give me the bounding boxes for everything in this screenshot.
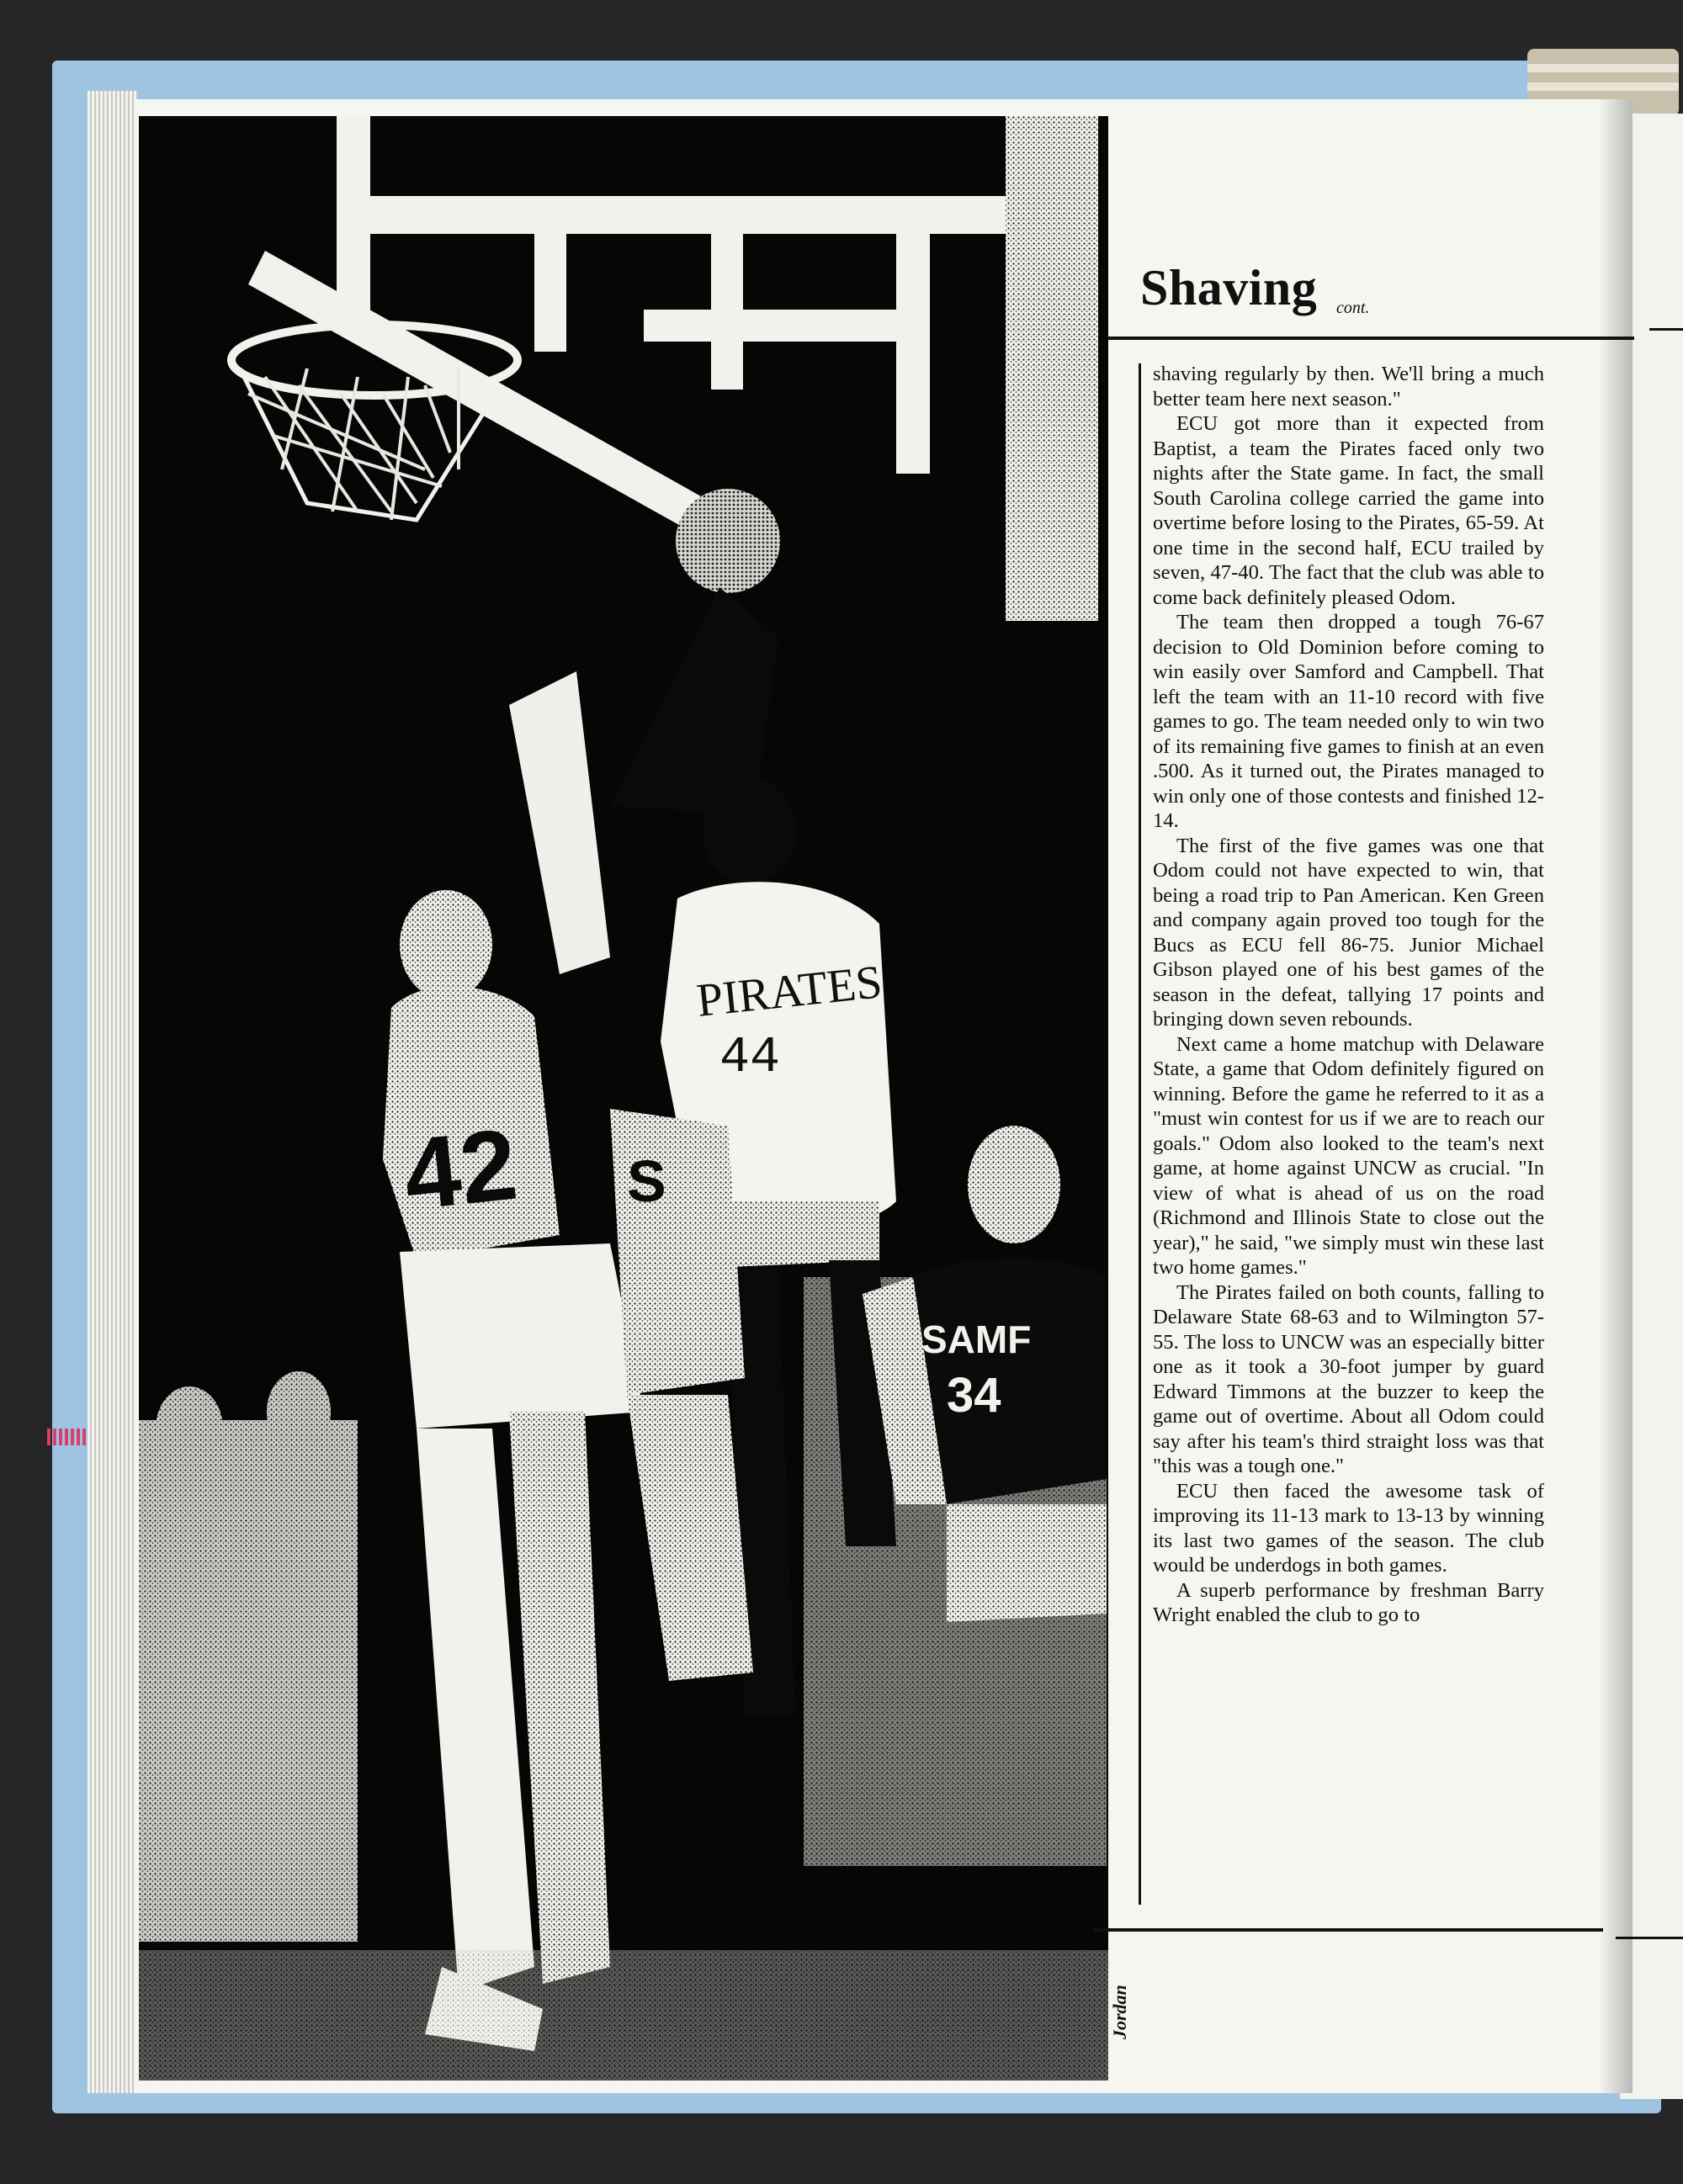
headband-stripe (1527, 82, 1679, 91)
page-edges (88, 91, 138, 2093)
jersey-text-samford: SAMF (921, 1317, 1032, 1361)
jersey-text-s: S (627, 1148, 666, 1214)
jersey-number-34: 34 (947, 1368, 1001, 1423)
headband-stripe (1527, 64, 1679, 72)
article-body (1153, 362, 1544, 1628)
article-paragraph: A superb performance by freshman Barry Wright enabled the club to go to (1153, 1578, 1544, 1626)
gutter-shadow (1599, 99, 1633, 2093)
article-paragraph: ECU then faced the awesome task of improving its 11-13 mark to 13-13 by winning its last two games of the season. The club would be underdogs in both games. (1153, 1479, 1544, 1577)
photo-illustration (139, 116, 1108, 2081)
jersey-text-pirates: PIRATES (693, 956, 885, 1027)
article-paragraph: The Pirates failed on both counts, falling to Delaware State 68-63 and to Wilmington 57-55. The loss to UNCW was an especially bitter one as it took a 30-foot jumper by guard Edward Timmons at the buzzer to keep the game out of overtime. About all Odom could say after his team's third straight loss was that "this was a tough one." (1153, 1280, 1544, 1477)
photo-credit: Jordan (1109, 1985, 1130, 2039)
court-floor (139, 1950, 1108, 2081)
red-edge-mark (47, 1429, 88, 1445)
basketball-photo (139, 116, 1108, 2081)
article-paragraph: shaving regularly by then. We'll bring a much better team here next season." (1153, 363, 1544, 411)
top-rule (1108, 337, 1634, 340)
bottom-rule (1094, 1928, 1603, 1932)
article-heading: Shaving (1140, 260, 1318, 315)
jersey-number-42: 42 (398, 1107, 523, 1232)
article-paragraph: Next came a home matchup with Delaware State, a game that Odom definitely figured on winning. Before the game he referred to it as a "must win contest for us if we are to reach our goals." Odom also looked to the team's next game, at home against UNCW as crucial. "In view of what is ahead of us on the road (Richmond and Illinois State to close out the year)," he said, "we simply must win these last two home games." (1153, 1032, 1544, 1279)
article-paragraph: The team then dropped a tough 76-67 decision to Old Dominion before coming to win easily over Samford and Campbell. That left the team with an 11-10 record with five games to go. The team needed only to win two of its remaining five games to finish at an even .500. As it turned out, the Pirates managed to win only one of those contests and finished 12-14. (1153, 611, 1544, 832)
heading-continued-label: cont. (1336, 299, 1370, 317)
jersey-number-44: 44 (719, 1030, 781, 1087)
article-paragraph: The first of the five games was one that Odom could not have expected to win, that being a road trip to Pan American. Ken Green and company again proved too tough for the Bucs as ECU fell 86-75. Junior Michael Gibson played one of his best games of the season in the defeat, tallying 17 points and bringing down seven rebounds. (1153, 834, 1544, 1031)
article-paragraph: ECU got more than it expected from Baptist, a team the Pirates faced only two nights after the State game. In fact, the small South Carolina college carried the game into overtime before losing to the Pirates, 65-59. At one time in the second half, ECU trailed by seven, 47-40. The fact that the club was able to come back definitely pleased Odom. (1153, 412, 1544, 609)
column-rule (1139, 363, 1141, 1905)
facing-page-rule (1649, 328, 1683, 331)
basketball (676, 489, 780, 593)
facing-page-bottom-rule (1616, 1937, 1683, 1939)
